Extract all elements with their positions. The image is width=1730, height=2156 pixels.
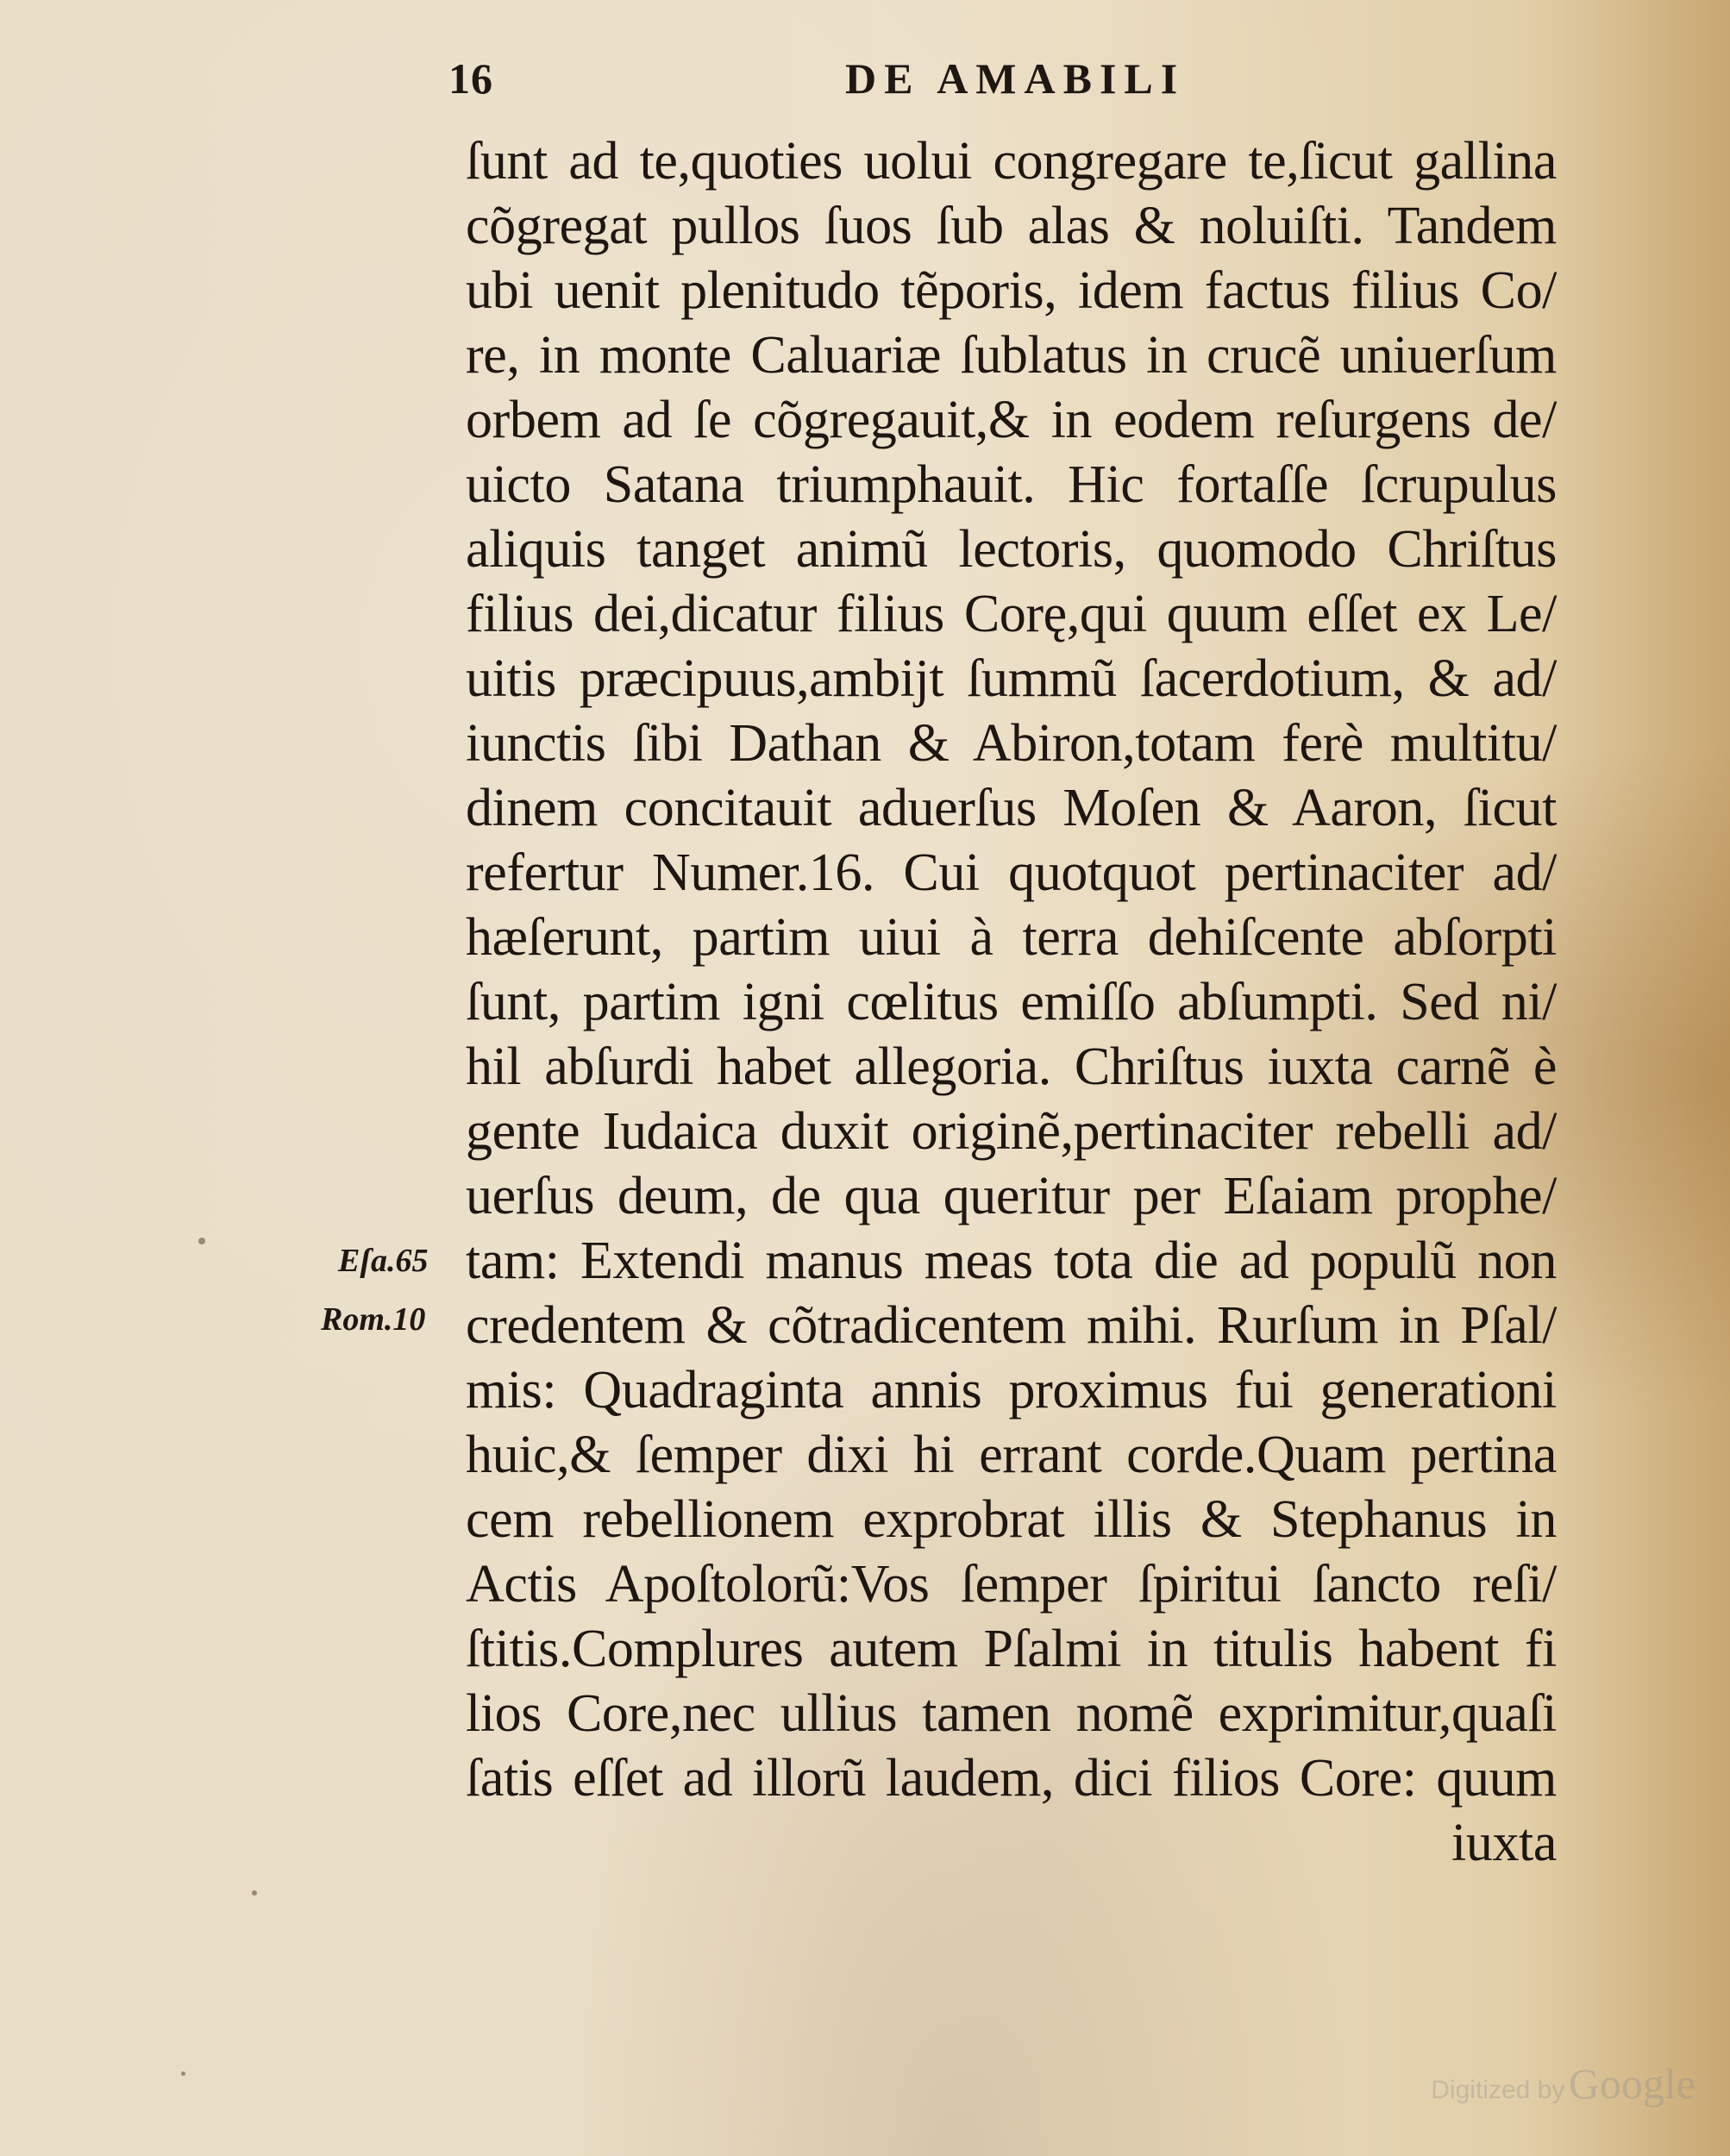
text-line: ubi uenit plenitudo tẽporis, idem factus filius Co/ xyxy=(466,261,1557,320)
text-line: ſunt ad te,quoties uolui congregare te,ſicut gallina xyxy=(466,132,1557,191)
text-line: orbem ad ſe cõgregauit,& in eodem reſurgens de/ xyxy=(466,391,1557,449)
text-line: hil abſurdi habet allegoria. Chriſtus iuxta carnẽ è xyxy=(466,1037,1557,1096)
text-line: huic,& ſemper dixi hi errant corde.Quam pertina xyxy=(466,1426,1557,1484)
running-head xyxy=(448,53,1561,114)
body-text xyxy=(466,129,1578,1897)
text-line: cem rebellionem exprobrat illis & Stephanus in xyxy=(466,1490,1557,1549)
text-line: iunctis ſibi Dathan & Abiron,totam ferè multitu/ xyxy=(466,714,1557,773)
text-line: uerſus deum, de qua queritur per Eſaiam prophe/ xyxy=(466,1167,1557,1225)
page-number: 16 xyxy=(448,54,493,103)
text-line: gente Iudaica duxit originẽ,pertinaciter rebelli ad/ xyxy=(466,1102,1557,1161)
text-line: filius dei,dicatur filius Corę,qui quum eſſet ex Le/ xyxy=(466,585,1557,643)
margin-note: Rom.10 xyxy=(321,1301,426,1338)
margin-note: Eſa.65 xyxy=(338,1243,429,1279)
text-line: uitis præcipuus,ambijt ſummũ ſacerdotium, & ad/ xyxy=(466,649,1557,708)
text-line: tam: Extendi manus meas tota die ad populũ non xyxy=(466,1232,1557,1290)
running-title: DE AMABILI xyxy=(845,54,1186,103)
text-line: uicto Satana triumphauit. Hic fortaſſe ſcrupulus xyxy=(466,455,1557,514)
digitization-watermark xyxy=(1431,2059,1696,2109)
text-line: Actis Apoſtolorũ:Vos ſemper ſpiritui ſancto reſi/ xyxy=(466,1555,1557,1614)
catchword: iuxta xyxy=(1451,1814,1557,1872)
google-logo: Google xyxy=(1568,2059,1696,2108)
text-line: ſatis eſſet ad illorũ laudem, dici filios Core: quum xyxy=(466,1749,1557,1808)
text-line: cõgregat pullos ſuos ſub alas & noluiſti. Tandem xyxy=(466,197,1557,255)
watermark-prefix: Digitized by xyxy=(1431,2076,1565,2104)
ink-speck xyxy=(181,2071,185,2076)
text-line: ſunt, partim igni cœlitus emiſſo abſumpti. Sed ni/ xyxy=(466,973,1557,1031)
text-line: refertur Numer.16. Cui quotquot pertinaciter ad/ xyxy=(466,843,1557,902)
ink-speck xyxy=(252,1890,257,1896)
text-line: hæſerunt, partim uiui à terra dehiſcente abſorpti xyxy=(466,908,1557,967)
ink-speck xyxy=(198,1238,205,1244)
text-line: credentem & cõtradicentem mihi. Rurſum in Pſal/ xyxy=(466,1296,1557,1355)
text-line: lios Core,nec ullius tamen nomẽ exprimitur,quaſi xyxy=(466,1684,1557,1743)
text-line: dinem concitauit aduerſus Moſen & Aaron, ſicut xyxy=(466,779,1557,837)
text-line: aliquis tanget animũ lectoris, quomodo Chriſtus xyxy=(466,520,1557,579)
text-line: re, in monte Caluariæ ſublatus in crucẽ uniuerſum xyxy=(466,326,1557,385)
text-line: mis: Quadraginta annis proximus fui generationi xyxy=(466,1361,1557,1420)
text-line: ſtitis.Complures autem Pſalmi in titulis habent fi xyxy=(466,1620,1557,1678)
